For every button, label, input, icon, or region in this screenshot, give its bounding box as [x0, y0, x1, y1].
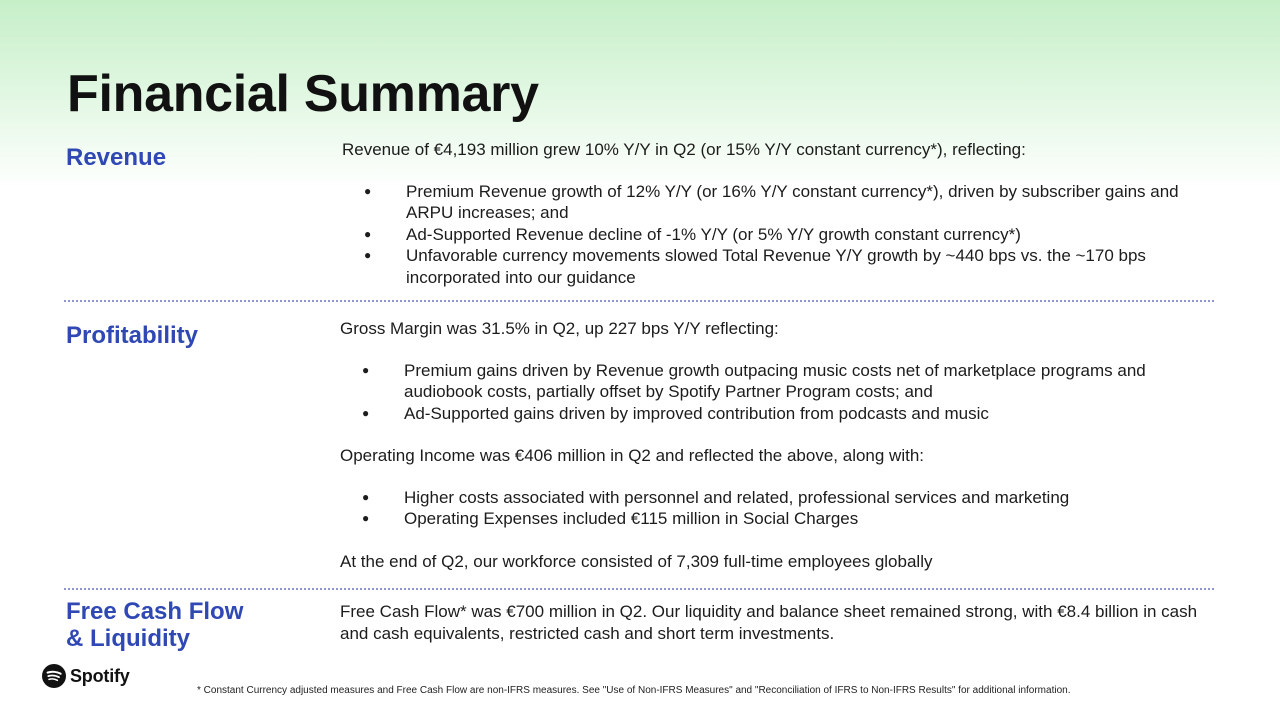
section-divider — [64, 300, 1214, 302]
workforce-text: At the end of Q2, our workforce consisted of 7,309 full-time employees globally — [340, 551, 933, 571]
section-label-revenue: Revenue — [66, 144, 167, 171]
revenue-bullet-list — [342, 181, 1222, 289]
section-divider — [64, 588, 1214, 590]
page-title: Financial Summary — [67, 65, 539, 123]
section-label-fcf-line1: Free Cash Flow — [66, 598, 244, 625]
revenue-content — [342, 139, 1222, 288]
list-item: ● Ad-Supported gains driven by improved contribution from podcasts and music — [340, 403, 1220, 425]
list-item: ● Ad-Supported Revenue decline of -1% Y/Y (or 5% Y/Y growth constant currency*) — [342, 224, 1222, 246]
revenue-intro: Revenue of €4,193 million grew 10% Y/Y in Q2 (or 15% Y/Y constant currency*), reflecting: — [342, 140, 1026, 159]
list-item: ● Higher costs associated with personnel and related, professional services and marketing — [340, 487, 1220, 509]
spotify-logo — [42, 664, 130, 688]
list-item: ● Premium gains driven by Revenue growth outpacing music costs net of marketplace programs and audiobook costs, partially offset by Spotify Partner Program costs; and — [340, 360, 1220, 403]
operating-income-bullet-list — [340, 487, 1220, 530]
list-item: ● Unfavorable currency movements slowed Total Revenue Y/Y growth by ~440 bps vs. the ~170 bps incorporated into our guidance — [342, 245, 1222, 288]
section-label-profitability: Profitability — [66, 322, 199, 349]
list-item: ● Operating Expenses included €115 million in Social Charges — [340, 508, 1220, 530]
operating-income-text: Operating Income was €406 million in Q2 and reflected the above, along with: — [340, 446, 925, 465]
section-label-fcf — [66, 598, 243, 652]
fcf-content — [340, 601, 1210, 644]
gross-margin-text: Gross Margin was 31.5% in Q2, up 227 bps Y/Y reflecting: — [340, 319, 779, 338]
fcf-text: Free Cash Flow* was €700 million in Q2. Our liquidity and balance sheet remained strong, with €8.4 billion in cash and cash equivalents, restricted cash and short term investments. — [340, 602, 1198, 643]
profitability-content — [340, 318, 1220, 572]
section-label-fcf-line2: & Liquidity — [66, 625, 190, 652]
gross-margin-bullet-list — [340, 360, 1220, 425]
spotify-logo-text: Spotify — [70, 665, 130, 686]
footnote: * Constant Currency adjusted measures and Free Cash Flow are non-IFRS measures. See "Use of Non-IFRS Measures" and "Reconciliation of IFRS to Non-IFRS Results" for additional information. — [197, 685, 1071, 696]
spotify-logo-icon — [42, 664, 66, 688]
list-item: ● Premium Revenue growth of 12% Y/Y (or 16% Y/Y constant currency*), driven by subscriber gains and ARPU increases; and — [342, 181, 1222, 224]
